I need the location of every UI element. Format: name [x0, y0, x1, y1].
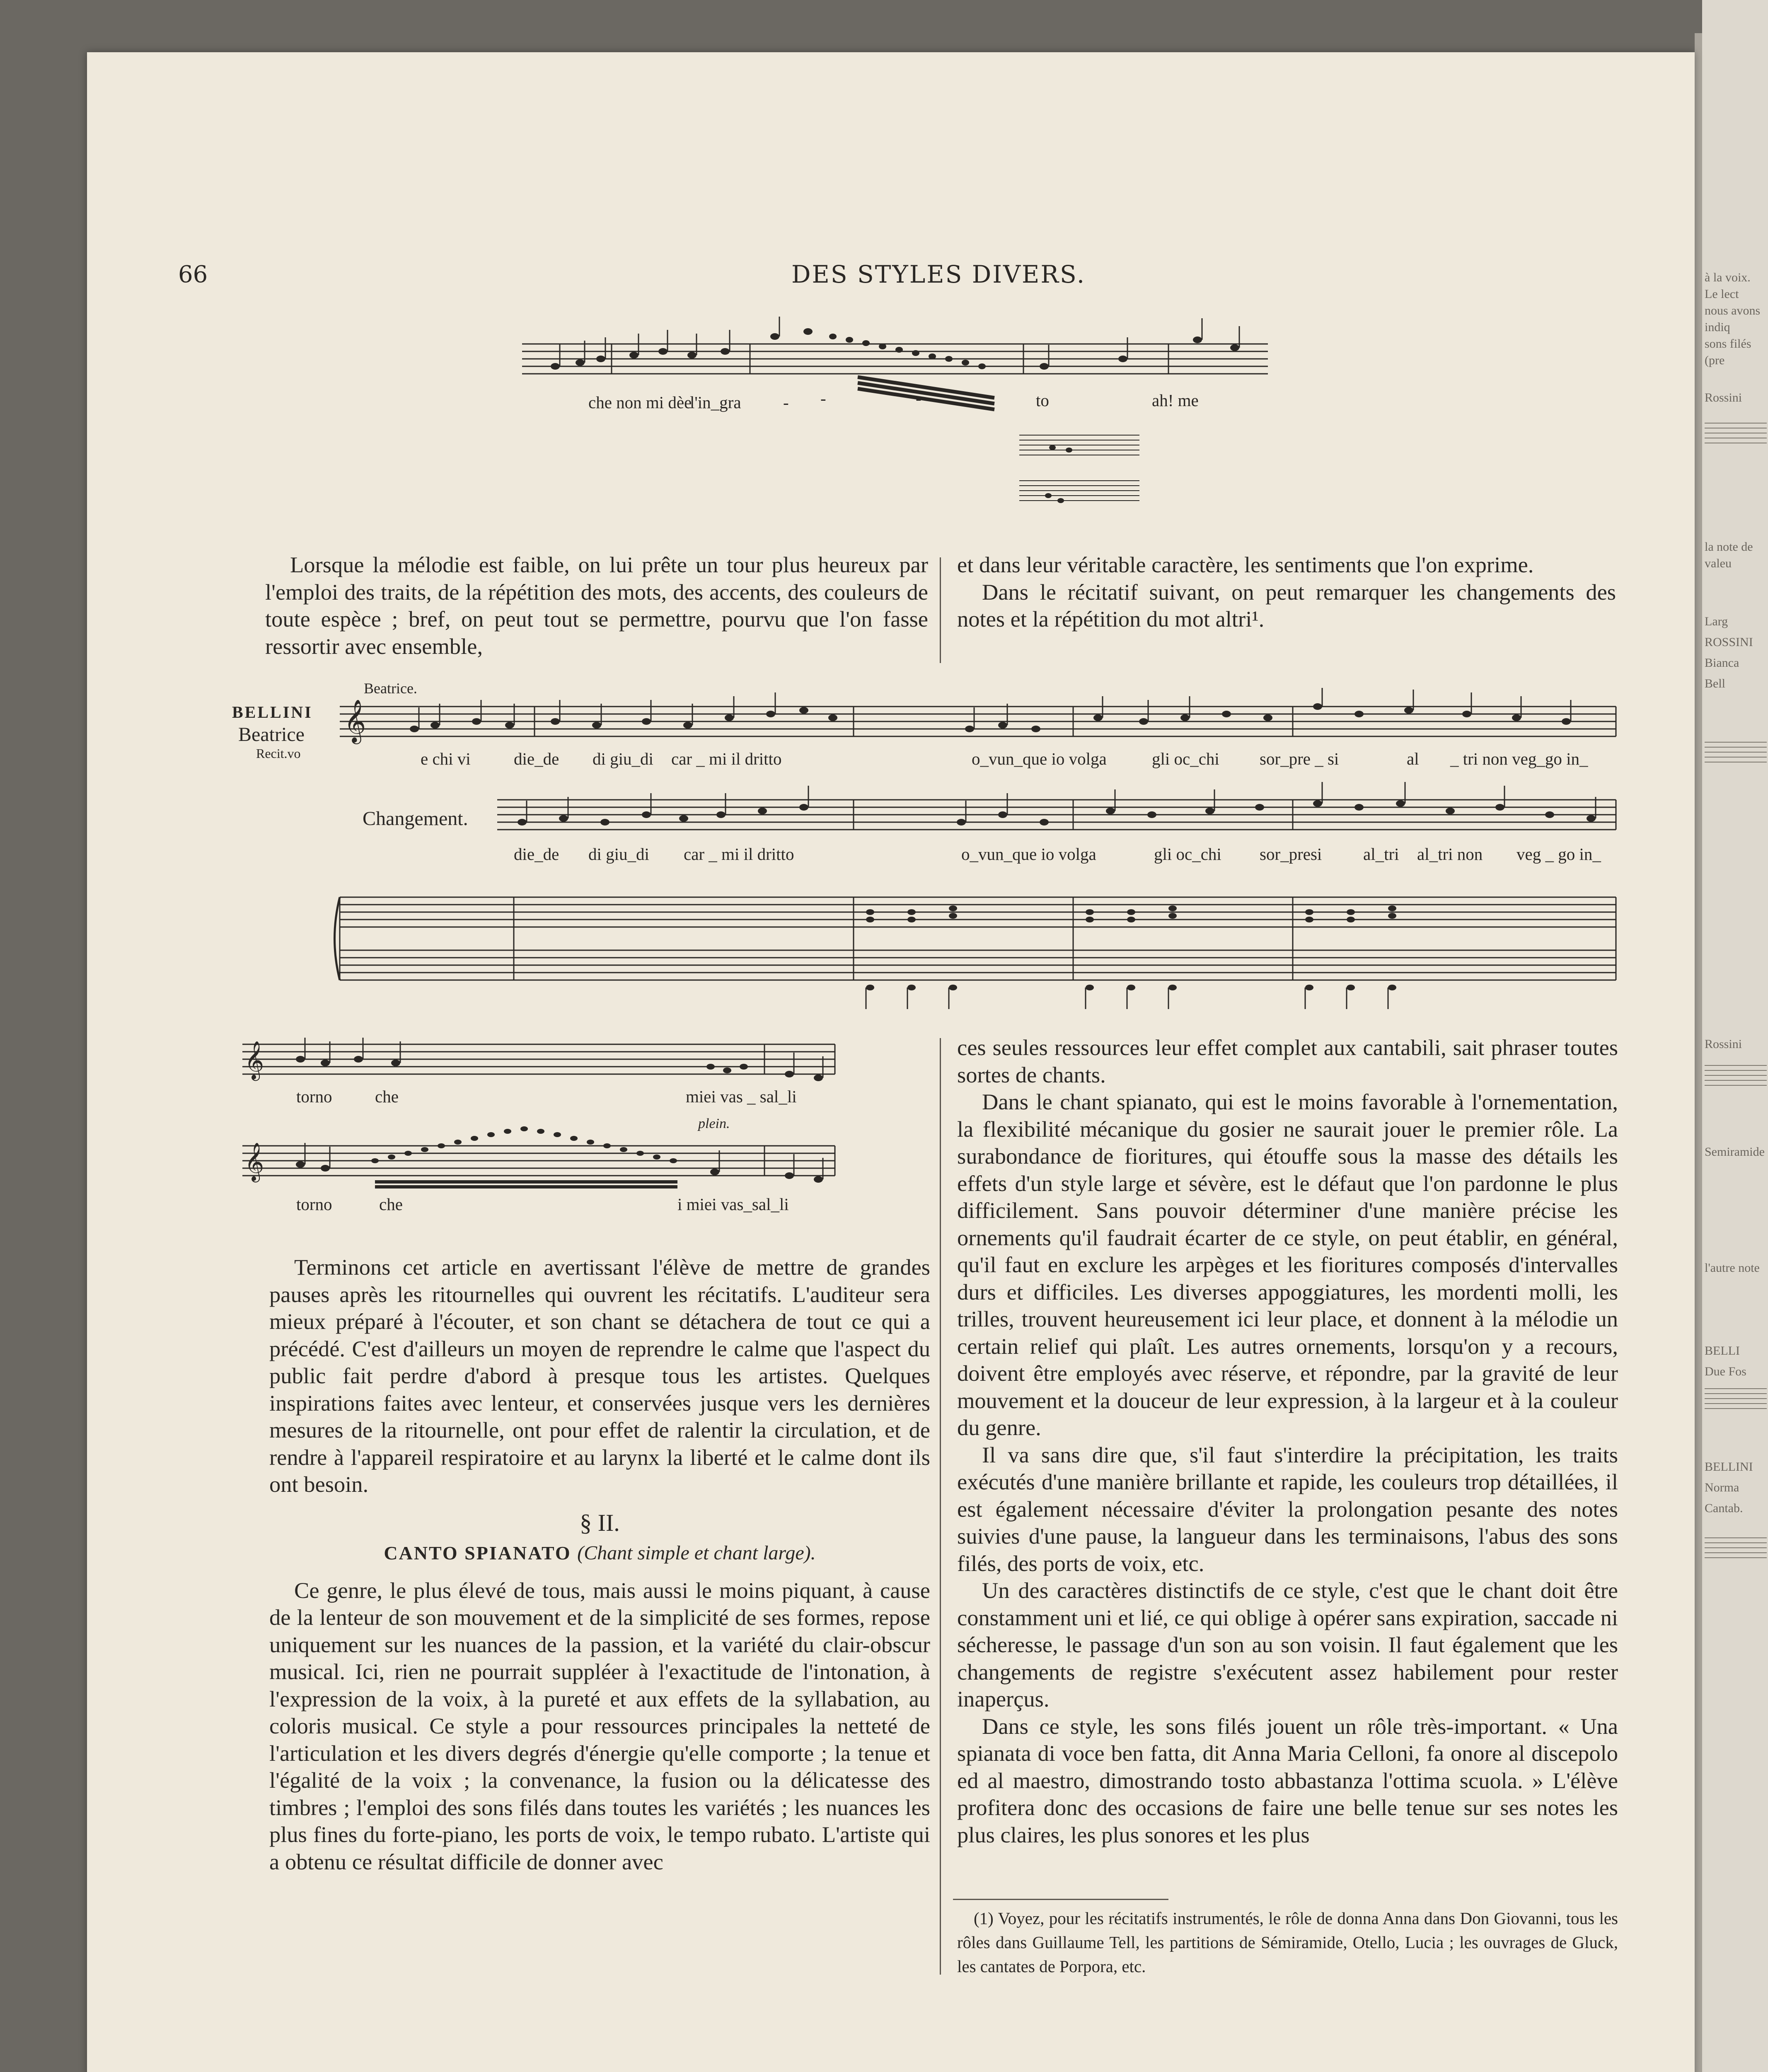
column-rule	[940, 1038, 941, 1975]
adjacent-page-fragment: Bianca	[1705, 656, 1739, 670]
lyric: -	[916, 389, 921, 408]
section-title: CANTO SPIANATO (Chant simple et chant large).	[384, 1542, 816, 1564]
adjacent-page-fragment: Norma	[1705, 1481, 1739, 1494]
lyric: sor_presi	[1260, 845, 1322, 864]
music-excerpt-small	[238, 1028, 843, 1227]
footnote: (1) Voyez, pour les récitatifs instrumentés, le rôle de donna Anna dans Don Giovanni, tous les rôles dans Guillaume Tell, les partitions de Sémiramide, Otello, Lucia ; les ouvrages de Gluck, les cantates de Porpora, etc.	[957, 1909, 1618, 1976]
adjacent-page-staff	[1705, 1533, 1767, 1562]
lyric: di giu_di	[588, 845, 649, 864]
right-column	[957, 1034, 1618, 1896]
running-title: DES STYLES DIVERS.	[791, 260, 1086, 288]
lyric: al_tri	[1363, 845, 1399, 864]
lyric: gli oc_chi	[1152, 749, 1219, 768]
music-excerpt-bellini	[331, 688, 1624, 1028]
adjacent-page-fragment: Cantab.	[1705, 1501, 1743, 1515]
lyric: -	[783, 393, 789, 412]
intro-left-paragraph: Lorsque la mélodie est faible, on lui prête un tour plus heureux par l'emploi des traits, de la répétition des mots, des accents, des couleurs de toute espèce ; bref, on peut tout se permettre, pourvu que l'on fasse ressortir avec ensemble,	[265, 552, 928, 659]
lyric: sor_pre _ si	[1260, 749, 1339, 768]
lyric: ah! me	[1152, 391, 1199, 410]
paragraph: Terminons cet article en avertissant l'élève de mettre de grandes pauses après les ritournelles qui ouvrent les récitatifs. L'auditeur sera mieux préparé à l'écouter, et son chant se détachera de tout ce qui a précédé. C'est d'ailleurs un moyen de reprendre le calme que l'aspect du public fait perdre d'abord à presque tous les artistes. Quelques inspirations faites avec lenteur, et conservées jusque vers les dernières mesures de la ritournelle, ont pour effet de ralentir la circulation, et de rendre à l'appareil respiratoire et au larynx la liberté et le calme dont ils ont besoin.	[269, 1254, 930, 1497]
lyric: torno	[296, 1087, 332, 1106]
paragraph: Dans ce style, les sons filés jouent un rôle très-important. « Una spianata di voce ben fatta, dit Anna Maria Celloni, fa onore al discepolo ed al maestro, dimostrando tosto abbastanza l'ottima scuola. » L'élève profitera donc des occasions de faire une belle tenue sur ses notes les plus claires, les plus sonores et les plus	[957, 1713, 1618, 1847]
adjacent-page-fragment: Bell	[1705, 677, 1725, 690]
adjacent-page-fragment: à la voix. Le lect nous avons indiq sons filés (pre	[1705, 271, 1761, 367]
composer-name: BELLINI	[232, 703, 313, 721]
adjacent-page-staff	[1705, 419, 1767, 448]
adjacent-page-fragment: Larg	[1705, 615, 1728, 628]
svg-text:𝄞: 𝄞	[344, 699, 366, 743]
changement-label: Changement.	[363, 808, 468, 830]
lyric: al	[1407, 749, 1419, 768]
voice-name: Beatrice.	[364, 680, 417, 697]
adjacent-page-fragment: Rossini	[1705, 1037, 1742, 1051]
adjacent-page-staff	[1705, 1061, 1767, 1090]
lyric: to	[1036, 391, 1049, 410]
intro-right-paragraph: et dans leur véritable caractère, les sentiments que l'on exprime. Dans le récitatif suivant, on peut remarquer les changements des notes et la répétition du mot altri¹.	[957, 552, 1616, 632]
left-column	[269, 1254, 930, 2066]
svg-text:𝄞: 𝄞	[244, 1041, 264, 1079]
lyric: di giu_di	[593, 749, 653, 768]
adjacent-page-fragment: Semiramide	[1705, 1145, 1765, 1159]
music-excerpt-top	[518, 315, 1276, 530]
adjacent-page-fragment: l'autre note	[1705, 1261, 1760, 1275]
lyric: gli oc_chi	[1154, 845, 1221, 864]
adjacent-page-fragment: Rossini	[1705, 391, 1742, 404]
adjacent-page-fragment: la note de valeu	[1705, 540, 1753, 570]
lyric: torno	[296, 1195, 332, 1214]
adjacent-page-fragment: BELLI	[1705, 1344, 1740, 1358]
adjacent-page	[1702, 0, 1768, 2072]
page-number: 66	[178, 261, 208, 288]
adjacent-page-staff	[1705, 738, 1767, 767]
tempo-marking: Recit.vo	[256, 746, 301, 761]
paragraph: Dans le chant spianato, qui est le moins favorable à l'ornementation, la flexibilité mécanique du gosier ne saurait jouer le premier rôle. La surabondance de fioritures, qui étouffe sous la masse des détails les effets d'un style large et sévère, est le défaut que l'on pardonne le plus difficilement. Sans pouvoir déterminer d'une manière précise les ornements qu'il faudrait écarter de ce style, on peut établir, en général, qu'il faut en exclure les arpèges et les fioritures composés d'intervalles durs et difficiles. Les diverses appoggiatures, les mordenti molli, les trilles, trouvent heureusement ici leur place, et donnent à la mélodie un certain relief qui plaît. Les autres ornements, lorsqu'on y a recours, doivent être employés avec réserve, et répondre, par la gravité de leur mouvement et la douceur de leur expression, à la largeur et à la couleur du genre.	[957, 1089, 1618, 1440]
lyric: che	[375, 1087, 399, 1106]
dynamic-marking: plein.	[698, 1116, 730, 1131]
adjacent-page-fragment: ROSSINI	[1705, 635, 1753, 649]
lyric: die_de	[514, 845, 559, 864]
adjacent-page-fragment: Due Fos	[1705, 1365, 1746, 1378]
lyric: e chi vi	[421, 749, 471, 768]
work-title: Beatrice	[238, 724, 305, 746]
lyric: _ tri non veg_go in_	[1450, 749, 1588, 768]
paragraph: Il va sans dire que, s'il faut s'interdire la précipitation, les traits exécutés d'une manière brillante et rapide, les couleurs trop détaillées, il est également nécessaire d'éviter la prolongation pesante des notes suivies d'une pause, la langueur dans les terminaisons, l'abus des sons filés, des ports de voix, etc.	[957, 1442, 1618, 1576]
lyric: che	[379, 1195, 403, 1214]
lyric: -	[820, 389, 826, 408]
svg-text:𝄞: 𝄞	[244, 1142, 264, 1181]
paragraph: Ce genre, le plus élevé de tous, mais aussi le moins piquant, à cause de la lenteur de son mouvement et de la simplicité de ses formes, repose uniquement sur les nuances de la passion, et la variété du clair-obscur musical. Ici, rien ne pourrait suppléer à l'exactitude de l'intonation, à l'expression de la voix, à la pureté et aux effets de la syllabation, au coloris musical. Ce style a pour ressources principales la netteté de l'articulation et les divers degrés d'énergie qu'elle comporte ; la tenue et l'égalité de la voix ; la convenance, la fusion ou la délicatesse des timbres ; l'emploi des sons filés dans toutes les variétés ; les nuances les plus fines du forte-piano, les ports de voix, le tempo rubato. L'artiste qui a obtenu ce résultat difficile de donner avec	[269, 1577, 930, 1874]
paragraph: ces seules ressources leur effet complet aux cantabili, sait phraser toutes sortes de chants.	[957, 1035, 1618, 1087]
lyric: al_tri non	[1417, 845, 1483, 864]
paragraph: Un des caractères distinctifs de ce style, c'est que le chant doit être constamment uni et lié, ce qui oblige à opérer sans expiration, saccade ni sécheresse, le passage d'un son au son voisin. Il faut également que les changements de registre s'exécutent assez habilement pour rester inaperçus.	[957, 1578, 1618, 1711]
adjacent-page-staff	[1705, 1384, 1767, 1413]
lyric: veg _ go in_	[1516, 845, 1601, 864]
lyric: die_de	[514, 749, 559, 768]
lyric: car _ mi il dritto	[671, 749, 782, 768]
lyric: car _ mi il dritto	[684, 845, 794, 864]
lyric: che non mi dèe	[588, 393, 692, 412]
column-rule	[940, 557, 941, 663]
lyric: o_vun_que io volga	[961, 845, 1096, 864]
lyric: o_vun_que io volga	[972, 749, 1107, 768]
section-number: § II.	[580, 1509, 620, 1536]
lyric: l'in_gra	[690, 393, 741, 412]
footnote-rule	[953, 1899, 1168, 1900]
adjacent-page-fragment: BELLINI	[1705, 1460, 1753, 1474]
lyric: i miei vas_sal_li	[677, 1195, 789, 1214]
lyric: miei vas _ sal_li	[686, 1087, 797, 1106]
